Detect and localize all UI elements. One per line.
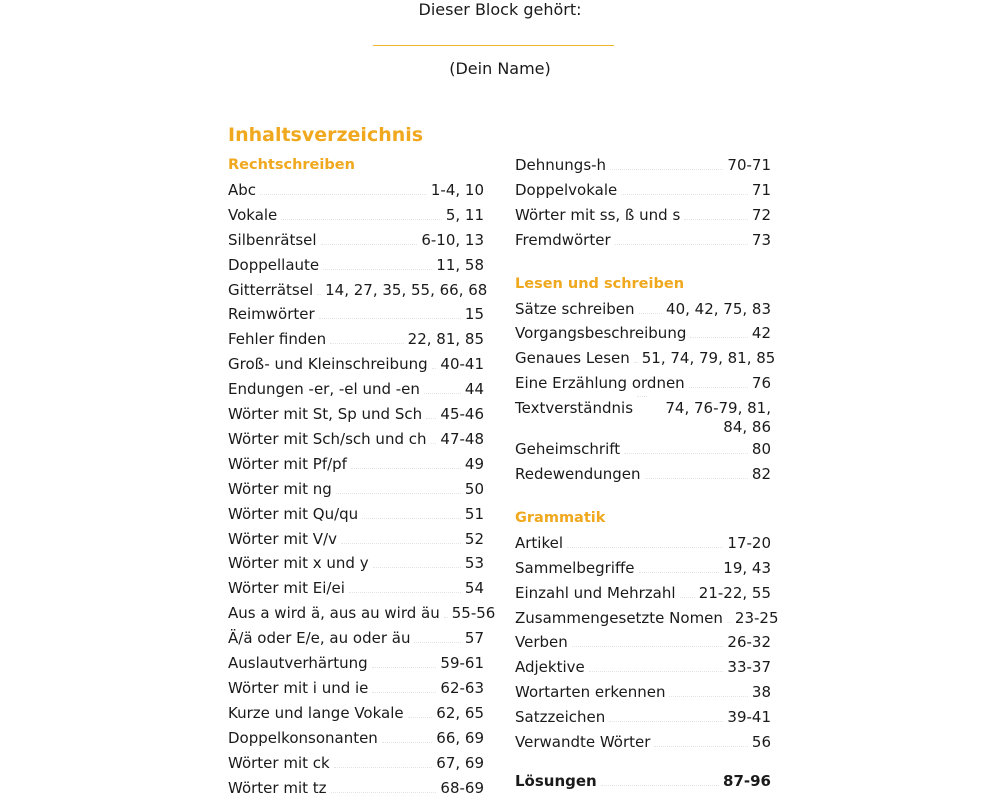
toc-entry-pages: 14, 27, 35, 55, 66, 68 — [325, 280, 488, 299]
toc-entry-pages: 62, 65 — [436, 703, 484, 722]
toc-column-right — [515, 153, 779, 794]
toc-entry-pages: 33-37 — [727, 658, 771, 677]
toc-entry — [515, 178, 771, 203]
dot-leader — [317, 294, 321, 295]
toc-entry — [515, 705, 771, 730]
toc-entry — [228, 527, 484, 552]
toc-entry-pages: 26-32 — [727, 633, 771, 652]
section-heading-rechtschreiben: Rechtschreiben — [228, 157, 355, 173]
toc-entry-label: Wörter mit ck — [228, 753, 330, 772]
toc-entry — [515, 153, 771, 178]
dot-leader — [351, 468, 461, 469]
toc-entry — [228, 551, 484, 576]
owner-hint: (Dein Name) — [449, 59, 551, 78]
toc-entry — [228, 726, 484, 751]
dot-leader — [349, 592, 461, 593]
dot-leader — [373, 567, 461, 568]
toc-entry — [515, 556, 771, 581]
toc-entry-label: Kurze und lange Vokale — [228, 703, 404, 722]
toc-entry-label: Wörter mit V/v — [228, 529, 337, 548]
toc-entry — [515, 297, 771, 322]
toc-entry — [228, 576, 484, 601]
toc-entry-pages: 72 — [751, 205, 771, 224]
toc-entry — [228, 651, 484, 676]
toc-entry-label: Wortarten erkennen — [515, 683, 666, 702]
toc-column-left — [228, 153, 496, 801]
toc-entry — [515, 203, 771, 228]
toc-entry-pages: 52 — [464, 529, 484, 548]
toc-entry-label: Wörter mit Qu/qu — [228, 504, 359, 523]
toc-entry-pages: 38 — [751, 683, 771, 702]
toc-entry — [228, 278, 488, 303]
dot-leader — [321, 244, 418, 245]
dot-leader — [615, 244, 748, 245]
dot-leader — [431, 443, 437, 444]
dot-leader — [689, 387, 748, 388]
dot-leader — [624, 453, 748, 454]
dot-leader — [572, 646, 724, 647]
toc-entry-pages: 82 — [751, 465, 771, 484]
toc-entry-label: Fremdwörter — [515, 230, 611, 249]
toc-entry-label: Wörter mit Sch/sch und ch — [228, 429, 427, 448]
toc-entry-pages: 44 — [464, 380, 484, 399]
toc-entry-label: Vorgangsbeschreibung — [515, 324, 687, 343]
toc-entry-label: Wörter mit Pf/pf — [228, 454, 347, 473]
toc-entry-label: Redewendungen — [515, 465, 641, 484]
toc-entry-pages: 40-41 — [440, 355, 484, 374]
toc-entry — [515, 630, 771, 655]
toc-entry-pages: 54 — [464, 579, 484, 598]
toc-entry-label: Geheimschrift — [515, 440, 621, 459]
toc-entry — [228, 452, 484, 477]
toc-entry — [228, 626, 484, 651]
toc-entry-label: Sammelbegriffe — [515, 558, 635, 577]
toc-entry-pages: 19, 43 — [723, 558, 771, 577]
toc-entry-pages: 22, 81, 85 — [407, 330, 484, 349]
toc-entry-pages: 50 — [464, 479, 484, 498]
toc-entry-pages: 74, 76-79, 81, 84, 86 — [665, 399, 771, 437]
dot-leader — [319, 318, 461, 319]
toc-entry — [228, 502, 484, 527]
dot-leader — [408, 717, 433, 718]
toc-entry-label: Reimwörter — [228, 305, 315, 324]
toc-list-grammatik — [515, 531, 779, 755]
toc-entry-pages: 21-22, 55 — [698, 583, 771, 602]
toc-entry-pages: 47-48 — [440, 429, 484, 448]
toc-entry-pages: 57 — [464, 629, 484, 648]
toc-entry-pages: 42 — [751, 324, 771, 343]
toc-entry-label: Dehnungs-h — [515, 156, 607, 174]
toc-entry-pages: 15 — [464, 305, 484, 324]
dot-leader — [444, 617, 448, 618]
toc-entry-label: Verben — [515, 633, 568, 652]
toc-entry-pages: 80 — [751, 440, 771, 459]
dot-leader — [639, 572, 720, 573]
toc-entry — [515, 396, 771, 437]
toc-entry — [228, 402, 484, 427]
toc-entry — [515, 730, 771, 755]
dot-leader — [260, 194, 427, 195]
toc-entry-pages: 70-71 — [727, 156, 771, 174]
toc-entry-pages: 51 — [464, 504, 484, 523]
toc-entry — [515, 462, 771, 487]
dot-leader — [362, 518, 461, 519]
toc-entry-label: Wörter mit ng — [228, 479, 332, 498]
toc-entry-pages: 62-63 — [440, 679, 484, 698]
dot-leader — [639, 313, 663, 314]
dot-leader — [341, 543, 461, 544]
toc-entry-label: Wörter mit i und ie — [228, 679, 369, 698]
dot-leader — [330, 343, 404, 344]
toc-entry — [228, 751, 484, 776]
toc-list-rechtschreiben — [228, 178, 496, 801]
toc-entry — [228, 178, 484, 203]
dot-leader — [424, 393, 461, 394]
toc-entry — [228, 327, 484, 352]
dot-leader — [621, 194, 748, 195]
toc-entry-label: Ä/ä oder E/e, au oder äu — [228, 629, 411, 648]
toc-entry — [515, 581, 771, 606]
toc-entry — [515, 228, 771, 253]
toc-entry — [228, 701, 484, 726]
toc-entry-label: Textverständnis — [515, 399, 634, 418]
dot-leader — [432, 368, 437, 369]
toc-entry-label: Adjektive — [515, 658, 585, 677]
toc-entry-label: Fehler finden — [228, 330, 327, 349]
toc-entry-label: Wörter mit St, Sp und Sch — [228, 405, 423, 424]
toc-entry — [228, 302, 484, 327]
toc-entry — [228, 601, 496, 626]
toc-entry-label: Doppellaute — [228, 255, 320, 274]
toc-entry — [228, 203, 484, 228]
toc-entry-pages: 55-56 — [451, 604, 496, 623]
toc-entry-label: Doppelvokale — [515, 180, 618, 199]
toc-entry-label: Lösungen — [515, 772, 597, 790]
toc-entry-label: Groß- und Kleinschreibung — [228, 355, 428, 374]
toc-entry-label: Zusammengesetzte Nomen — [515, 608, 723, 627]
dot-leader — [336, 493, 461, 494]
dot-leader — [281, 219, 442, 220]
toc-entry-label: Vokale — [228, 205, 278, 224]
dot-leader — [645, 478, 748, 479]
toc-entry-label: Silbenrätsel — [228, 230, 317, 249]
dot-leader — [372, 692, 436, 693]
toc-entry — [515, 531, 771, 556]
toc-entry-label: Artikel — [515, 533, 564, 552]
dot-leader — [634, 362, 638, 363]
toc-entry-pages: 40, 42, 75, 83 — [666, 299, 771, 318]
toc-entry-label: Wörter mit tz — [228, 778, 327, 797]
toc-entry-label: Gitterrätsel — [228, 280, 314, 299]
dot-leader — [382, 742, 432, 743]
toc-entry — [228, 352, 484, 377]
owner-label: Dieser Block gehört: — [418, 0, 582, 19]
section-heading-lesen: Lesen und schreiben — [515, 275, 685, 292]
toc-entry-pages: 73 — [751, 230, 771, 249]
toc-entry-label: Verwandte Wörter — [515, 733, 651, 752]
dot-leader — [372, 667, 437, 668]
toc-entry-label: Wörter mit ss, ß und s — [515, 205, 681, 224]
dot-leader — [637, 396, 647, 397]
dot-leader — [331, 792, 437, 793]
toc-entry-label: Doppelkonsonanten — [228, 728, 378, 747]
dot-leader — [589, 671, 724, 672]
toc-entry-pages: 71 — [751, 180, 771, 199]
toc-entry-pages: 51, 74, 79, 81, 85 — [641, 349, 776, 368]
toc-entry-label: Sätze schreiben — [515, 299, 635, 318]
toc-entry-pages: 23-25 — [734, 608, 779, 627]
toc-entry-label: Abc — [228, 180, 257, 199]
toc-entry-pages: 5, 11 — [445, 205, 484, 224]
toc-entry-pages: 76 — [751, 374, 771, 393]
toc-entry-label: Auslautverhärtung — [228, 654, 368, 673]
toc-entry-label: Endungen -er, -el und -en — [228, 380, 420, 399]
toc-list-rechtschreiben-cont — [515, 153, 771, 253]
dot-leader — [334, 767, 433, 768]
toc-entry — [515, 437, 771, 462]
dot-leader — [610, 169, 723, 170]
toc-entry-pages: 39-41 — [727, 708, 771, 727]
dot-leader — [609, 721, 723, 722]
toc-entry-pages: 56 — [751, 733, 771, 752]
toc-entry-pages: 67, 69 — [436, 753, 484, 772]
dot-leader — [684, 219, 748, 220]
toc-entry — [515, 655, 771, 680]
toc-entry — [515, 606, 779, 631]
toc-entry — [228, 377, 484, 402]
toc-entry — [515, 346, 776, 371]
toc-entry-pages: 59-61 — [440, 654, 484, 673]
toc-entry-pages: 49 — [464, 454, 484, 473]
toc-entry-pages: 1-4, 10 — [430, 180, 484, 199]
toc-entry-pages: 45-46 — [440, 405, 484, 424]
toc-entry-label: Eine Erzählung ordnen — [515, 374, 685, 393]
dot-leader — [414, 642, 460, 643]
toc-entry-loesungen — [515, 769, 771, 794]
dot-leader — [680, 597, 695, 598]
toc-entry — [228, 427, 484, 452]
toc-entry — [228, 776, 484, 801]
toc-entry-pages: 53 — [464, 554, 484, 573]
toc-entry-pages: 66, 69 — [436, 728, 484, 747]
dot-leader — [426, 418, 436, 419]
toc-entry-pages: 11, 58 — [436, 255, 484, 274]
toc-entry-label: Satzzeichen — [515, 708, 606, 727]
toc-entry-label: Wörter mit Ei/ei — [228, 579, 345, 598]
dot-leader — [669, 696, 747, 697]
toc-entry — [515, 321, 771, 346]
dot-leader — [654, 746, 747, 747]
toc-entry — [228, 676, 484, 701]
dot-leader — [727, 622, 731, 623]
toc-entry-label: Wörter mit x und y — [228, 554, 369, 573]
section-heading-grammatik: Grammatik — [515, 509, 606, 526]
toc-entry-label: Einzahl und Mehrzahl — [515, 583, 676, 602]
owner-name-line — [373, 45, 614, 46]
toc-entry — [228, 477, 484, 502]
toc-entry-label: Genaues Lesen — [515, 349, 630, 368]
toc-title: Inhaltsverzeichnis — [228, 124, 424, 146]
toc-entry-pages: 17-20 — [727, 533, 771, 552]
toc-entry — [515, 680, 771, 705]
toc-list-lesen — [515, 297, 776, 487]
toc-entry-pages: 6-10, 13 — [421, 230, 484, 249]
dot-leader — [323, 269, 432, 270]
toc-entry-pages: 87-96 — [723, 772, 771, 790]
dot-leader — [690, 337, 748, 338]
toc-entry — [228, 253, 484, 278]
toc-entry — [228, 228, 484, 253]
toc-entry — [515, 371, 771, 396]
toc-entry-pages: 68-69 — [440, 778, 484, 797]
dot-leader — [567, 547, 723, 548]
toc-entry-label: Aus a wird ä, aus au wird äu — [228, 604, 440, 623]
dot-leader — [601, 785, 719, 786]
